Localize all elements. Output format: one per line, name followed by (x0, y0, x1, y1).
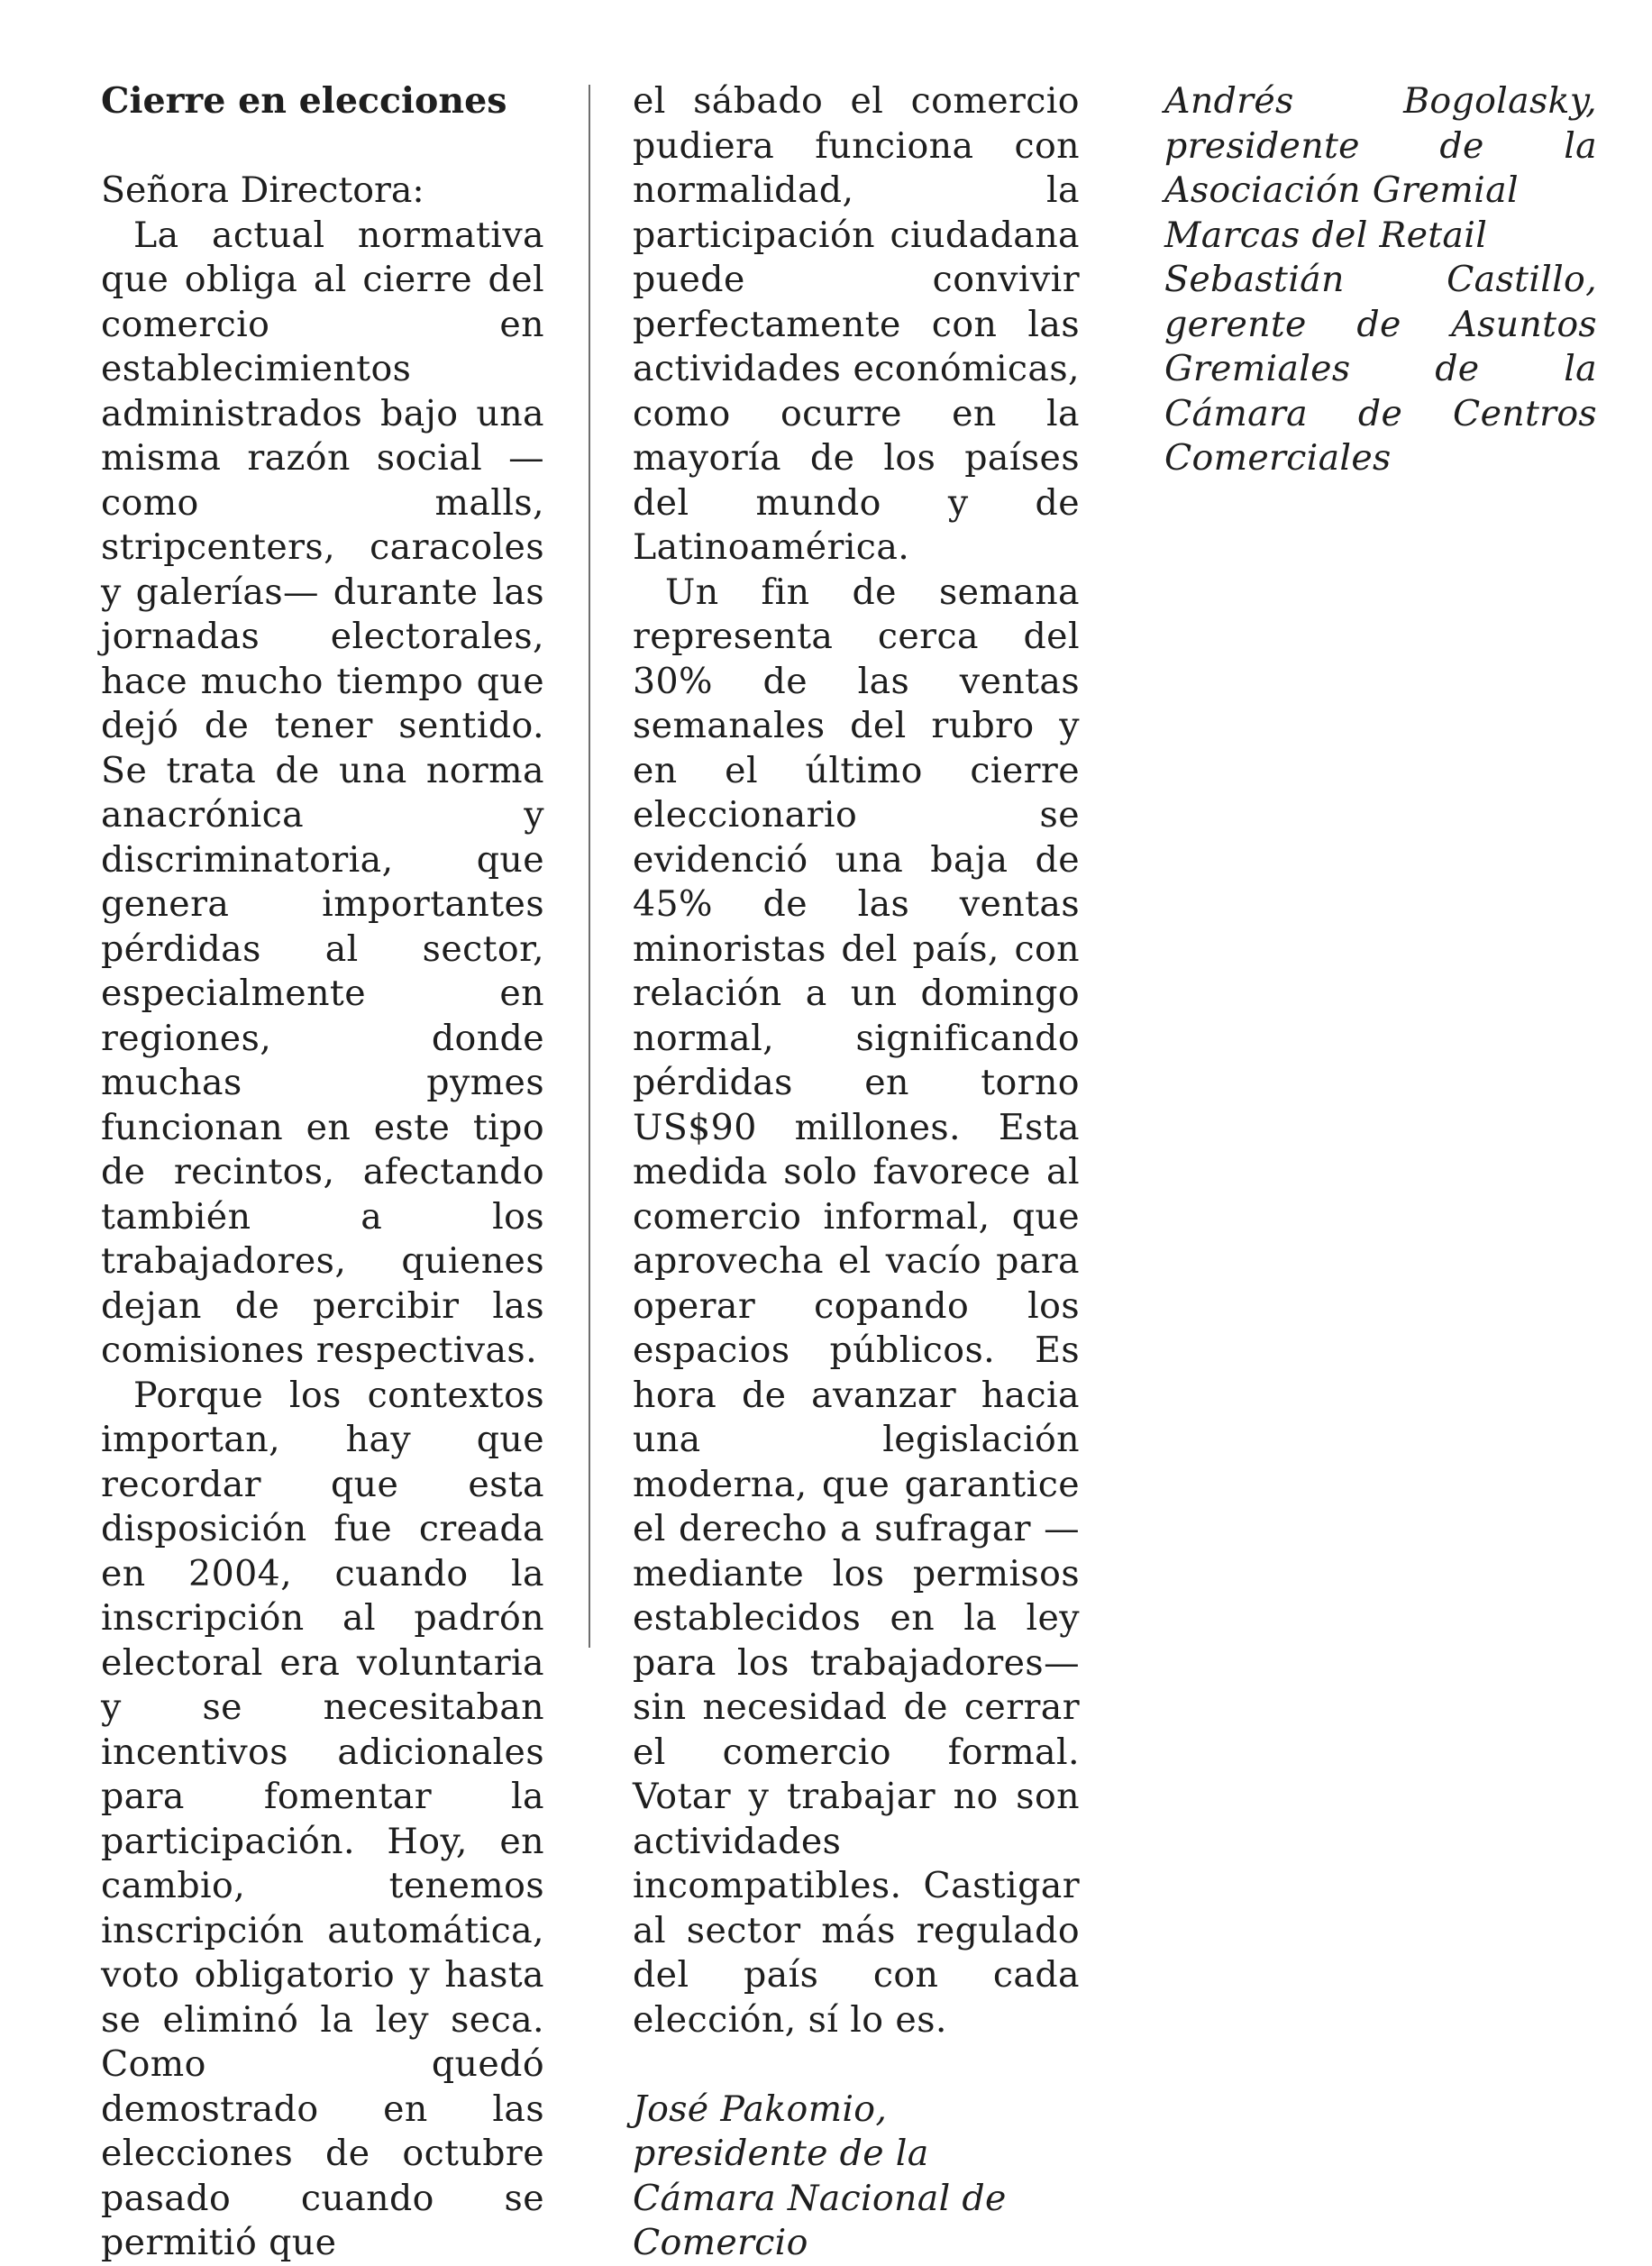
signature-pakomio (633, 2088, 1080, 2266)
signature-organization: Cámara Nacional de Comercio (633, 2177, 1007, 2263)
signature-name-title: José Pakomio, presidente de la (633, 2088, 929, 2174)
letter-headline: Cierre en elecciones (101, 80, 507, 122)
signature-organization: Marcas del Retail (1164, 214, 1488, 256)
signature-castillo (1164, 258, 1597, 481)
signature-name-title: Andrés Bogolasky, presidente de la Asociación Gremial (1164, 80, 1597, 211)
paragraph-3: el sábado el comercio pudiera funciona con normalidad, la participación ciudadana puede convivir perfectamente con las actividades económicas, como ocurre en la mayoría de los países del mundo y de Latinoamérica. (633, 80, 1080, 568)
column-divider (589, 85, 590, 1648)
column-1 (101, 79, 544, 2266)
column-3 (1164, 79, 1597, 481)
column-2 (633, 79, 1080, 2266)
paragraph-4: Un fin de semana representa cerca del 30% de las ventas semanales del rubro y en el último cierre eleccionario se evidenció una baja de 45% de las ventas minoristas del país, con relación a un domingo normal, significando pérdidas en torno US$90 millones. Esta medida solo favorece al comercio informal, que aprovecha el vacío para operar copando los espacios públicos. Es hora de avanzar hacia una legislación moderna, que garantice el derecho a sufragar —mediante los permisos establecidos en la ley para los trabajadores— sin necesidad de cerrar el comercio formal. Votar y trabajar no son actividades incompatibles. Castigar al sector más regulado del país con cada elección, sí lo es. (633, 571, 1080, 2041)
paragraph-2: Porque los contextos importan, hay que recordar que esta disposición fue creada en 2004, cuando la inscripción al padrón electoral era voluntaria y se necesitaban incentivos adicionales para fomentar la participación. Hoy, en cambio, tenemos inscripción automática, voto obligatorio y hasta se eliminó la ley seca. Como quedó demostrado en las elecciones de octubre pasado cuando se permitió que (101, 1374, 544, 2263)
signature-name-title: Sebastián Castillo, gerente de Asuntos Gremiales de la Cámara de Centros Comerciales (1164, 259, 1597, 479)
salutation: Señora Directora: (101, 169, 424, 211)
paragraph-1: La actual normativa que obliga al cierre del comercio en establecimientos administrados bajo una misma razón social —como malls, stripcenters, caracoles y galerías— durante las jornadas electorales, hace mucho tiempo que dejó de tener sentido. Se trata de una norma anacrónica y discriminatoria, que genera importantes pérdidas al sector, especialmente en regiones, donde muchas pymes funcionan en este tipo de recintos, afectando también a los trabajadores, quienes dejan de percibir las comisiones respectivas. (101, 214, 544, 1371)
signature-bogolasky (1164, 79, 1597, 258)
